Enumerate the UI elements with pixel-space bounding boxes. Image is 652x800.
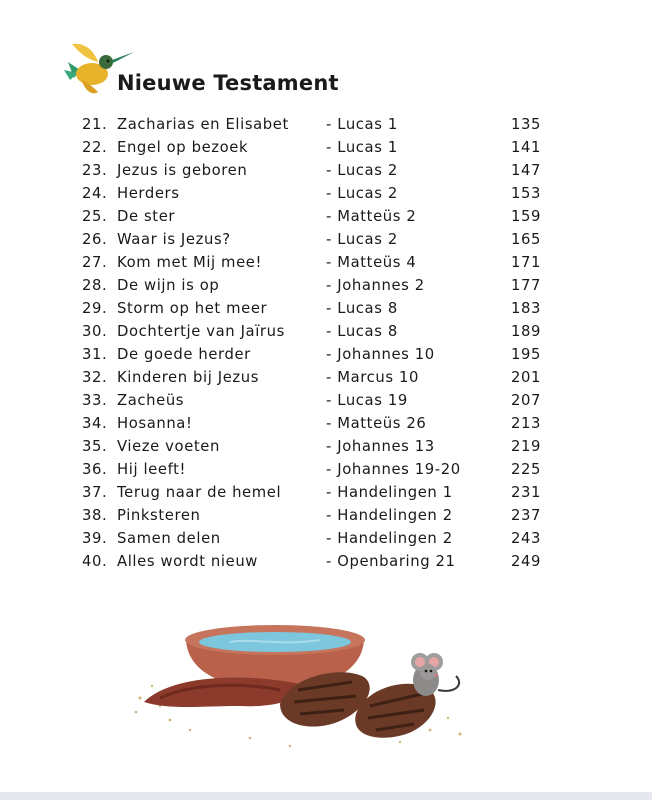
entry-title: Waar is Jezus?: [117, 231, 231, 248]
toc-entry: [0, 505, 652, 528]
entry-page: 147: [510, 162, 541, 179]
toc-entry: [0, 229, 652, 252]
entry-title: De goede herder: [117, 346, 251, 363]
entry-number: 37.: [82, 484, 108, 501]
entry-number: 25.: [82, 208, 108, 225]
entry-page: 237: [510, 507, 541, 524]
toc-entry: [0, 160, 652, 183]
entry-page: 225: [510, 461, 541, 478]
entry-reference: - Johannes 19-20: [326, 461, 461, 478]
entry-reference: - Openbaring 21: [326, 553, 456, 570]
entry-title: Hosanna!: [117, 415, 193, 432]
entry-page: 249: [510, 553, 541, 570]
entry-number: 32.: [82, 369, 108, 386]
entry-reference: - Handelingen 2: [326, 530, 453, 547]
toc-entry: [0, 459, 652, 482]
entry-number: 29.: [82, 300, 108, 317]
entry-reference: - Lucas 8: [326, 300, 398, 317]
basin-sandals-mouse-illustration: [130, 610, 480, 760]
entry-reference: - Matteüs 4: [326, 254, 417, 271]
toc-entry: [0, 252, 652, 275]
entry-title: Engel op bezoek: [117, 139, 249, 156]
entry-reference: - Johannes 10: [326, 346, 435, 363]
entry-reference: - Handelingen 1: [326, 484, 453, 501]
entry-title: Storm op het meer: [117, 300, 268, 317]
entry-page: 141: [510, 139, 541, 156]
entry-page: 189: [510, 323, 541, 340]
toc-entry: [0, 367, 652, 390]
entry-page: 231: [510, 484, 541, 501]
entry-title: Kom met Mij mee!: [117, 254, 263, 271]
entry-title: Hij leeft!: [117, 461, 187, 478]
entry-reference: - Lucas 2: [326, 185, 398, 202]
toc-entry: [0, 298, 652, 321]
entry-title: Pinksteren: [117, 507, 201, 524]
entry-reference: - Lucas 8: [326, 323, 398, 340]
entry-number: 40.: [82, 553, 108, 570]
entry-number: 26.: [82, 231, 108, 248]
entry-reference: - Lucas 1: [326, 116, 398, 133]
toc-entry: [0, 206, 652, 229]
entry-reference: - Marcus 10: [326, 369, 419, 386]
entry-reference: - Handelingen 2: [326, 507, 453, 524]
entry-page: 219: [510, 438, 541, 455]
entry-number: 30.: [82, 323, 108, 340]
entry-title: Kinderen bij Jezus: [117, 369, 260, 386]
toc-entry: [0, 413, 652, 436]
toc-entry: [0, 275, 652, 298]
entry-number: 31.: [82, 346, 108, 363]
entry-number: 35.: [82, 438, 108, 455]
entry-page: 153: [510, 185, 541, 202]
entry-title: Herders: [117, 185, 180, 202]
toc-entry: [0, 390, 652, 413]
toc-entry: [0, 482, 652, 505]
entry-number: 23.: [82, 162, 108, 179]
entry-reference: - Johannes 2: [326, 277, 425, 294]
toc-entry: [0, 321, 652, 344]
entry-title: De wijn is op: [117, 277, 220, 294]
entry-reference: - Johannes 13: [326, 438, 435, 455]
entry-page: 135: [510, 116, 541, 133]
entry-title: Samen delen: [117, 530, 221, 547]
toc-entry: [0, 551, 652, 574]
entry-number: 28.: [82, 277, 108, 294]
entry-page: 183: [510, 300, 541, 317]
toc-entry: [0, 137, 652, 160]
entry-number: 38.: [82, 507, 108, 524]
entry-reference: - Lucas 1: [326, 139, 398, 156]
entry-number: 39.: [82, 530, 108, 547]
entry-number: 36.: [82, 461, 108, 478]
entry-title: De ster: [117, 208, 176, 225]
entry-reference: - Lucas 19: [326, 392, 408, 409]
entry-reference: - Lucas 2: [326, 231, 398, 248]
entry-title: Zacheüs: [117, 392, 185, 409]
entry-number: 22.: [82, 139, 108, 156]
entry-page: 195: [510, 346, 541, 363]
entry-page: 171: [510, 254, 541, 271]
entry-reference: - Matteüs 26: [326, 415, 427, 432]
entry-page: 243: [510, 530, 541, 547]
toc-entry: [0, 114, 652, 137]
entry-number: 33.: [82, 392, 108, 409]
entry-title: Dochtertje van Jaïrus: [117, 323, 285, 340]
entry-title: Jezus is geboren: [117, 162, 248, 179]
entry-reference: - Matteüs 2: [326, 208, 417, 225]
entry-page: 201: [510, 369, 541, 386]
entry-title: Vieze voeten: [117, 438, 220, 455]
entry-page: 213: [510, 415, 541, 432]
section-title: Nieuwe Testament: [117, 71, 339, 95]
toc-entry: [0, 436, 652, 459]
entry-page: 207: [510, 392, 541, 409]
entry-page: 159: [510, 208, 541, 225]
entry-reference: - Lucas 2: [326, 162, 398, 179]
entry-page: 177: [510, 277, 541, 294]
toc-entry: [0, 344, 652, 367]
entry-title: Terug naar de hemel: [117, 484, 282, 501]
entry-page: 165: [510, 231, 541, 248]
table-of-contents: [0, 114, 652, 574]
toc-entry: [0, 183, 652, 206]
entry-number: 34.: [82, 415, 108, 432]
page-bottom-edge: [0, 792, 652, 800]
entry-number: 27.: [82, 254, 108, 271]
toc-entry: [0, 528, 652, 551]
entry-title: Alles wordt nieuw: [117, 553, 259, 570]
entry-number: 24.: [82, 185, 108, 202]
entry-title: Zacharias en Elisabet: [117, 116, 289, 133]
entry-number: 21.: [82, 116, 108, 133]
